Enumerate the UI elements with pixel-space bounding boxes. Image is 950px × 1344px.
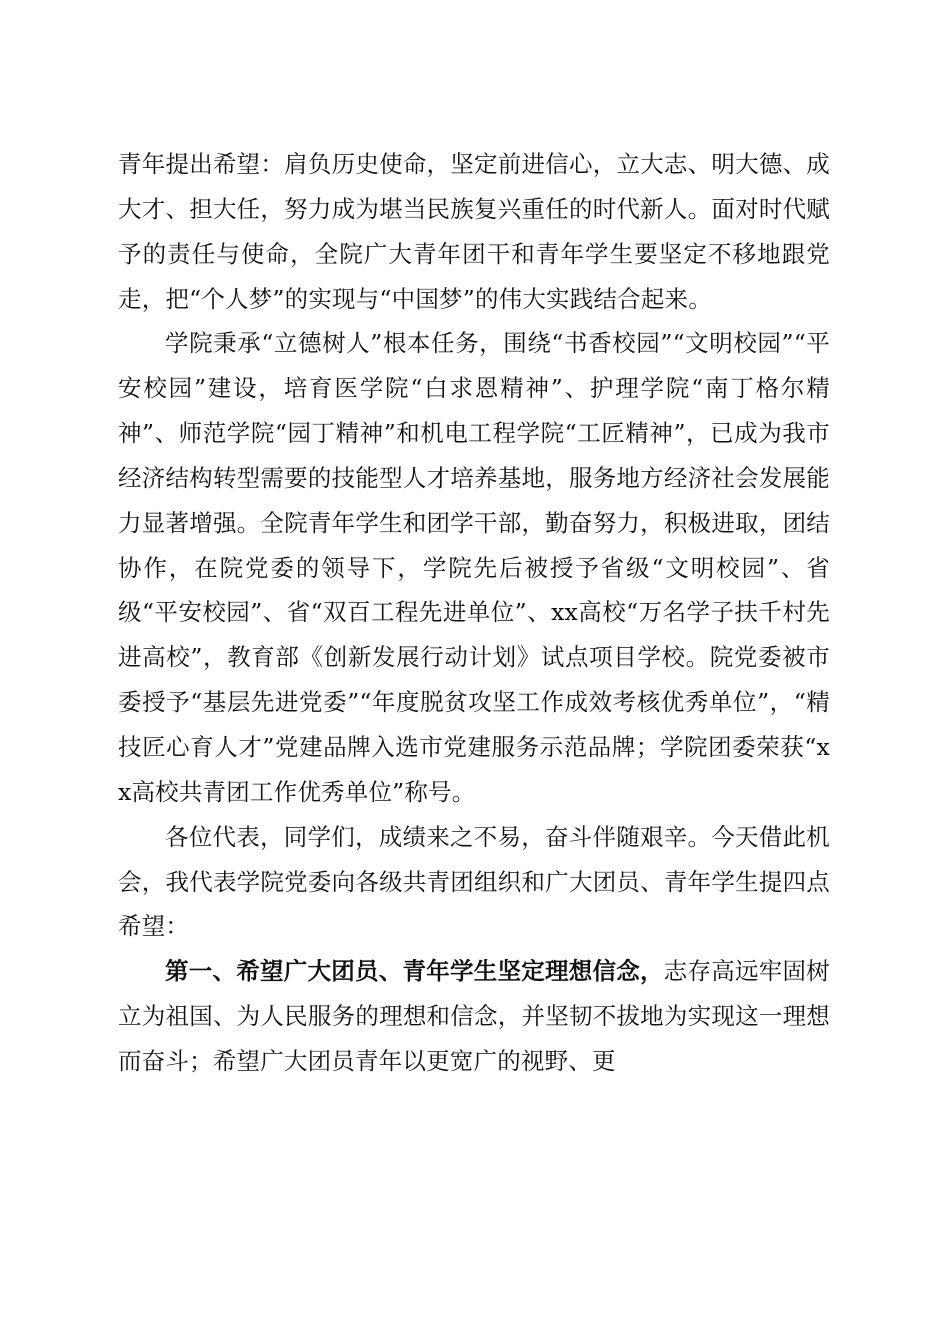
- paragraph-2-text: 学院秉承“立德树人”根本任务，围绕“书香校园”“文明校园”“平安校园”建设，培育医学院“白求恩精神”、护理学院“南丁格尔精神”、师范学院“园丁精神”和机电工程学院“工匠精神”，已成为我市经济结构转型需要的技能型人才培养基地，服务地方经济社会发展能力显著增强。全院青年学生和团学干部，勤奋努力，积极进取，团结协作，在院党委的领导下，学院先后被授予省级“文明校园”、省级“平安校园”、省“双百工程先进单位”、xx高校“万名学子扶千村先进高校”，教育部《创新发展行动计划》试点项目学校。院党委被市委授予“基层先进党委”“年度脱贫攻坚工作成效考核优秀单位”，“精技匠心育人才”党建品牌入选市党建服务示范品牌；学院团委荣获“xx高校共青团工作优秀单位”称号。: [118, 329, 830, 806]
- paragraph-4-text: 志存高远牢固树立为祖国、为人民服务的理想和信念，并坚韧不拔地为实现这一理想而奋斗；希望广大团员青年以更宽广的视野、更: [118, 957, 830, 1075]
- paragraph-3: [118, 815, 830, 950]
- paragraph-4: [118, 949, 830, 1084]
- paragraph-4-lead: 第一、希望广大团员、青年学生坚定理想信念，: [165, 957, 664, 986]
- paragraph-1-text: 青年提出希望：肩负历史使命，坚定前进信心，立大志、明大德、成大才、担大任，努力成为堪当民族复兴重任的时代新人。面对时代赋予的责任与使命，全院广大青年团干和青年学生要坚定不移地跟党走，把“个人梦”的实现与“中国梦”的伟大实践结合起来。: [118, 150, 830, 313]
- paragraph-2: [118, 321, 830, 814]
- paragraph-3-text: 各位代表，同学们，成绩来之不易，奋斗伴随艰辛。今天借此机会，我代表学院党委向各级共青团组织和广大团员、青年学生提四点希望：: [118, 822, 830, 941]
- document-body: [118, 142, 830, 1084]
- paragraph-1: [118, 142, 830, 321]
